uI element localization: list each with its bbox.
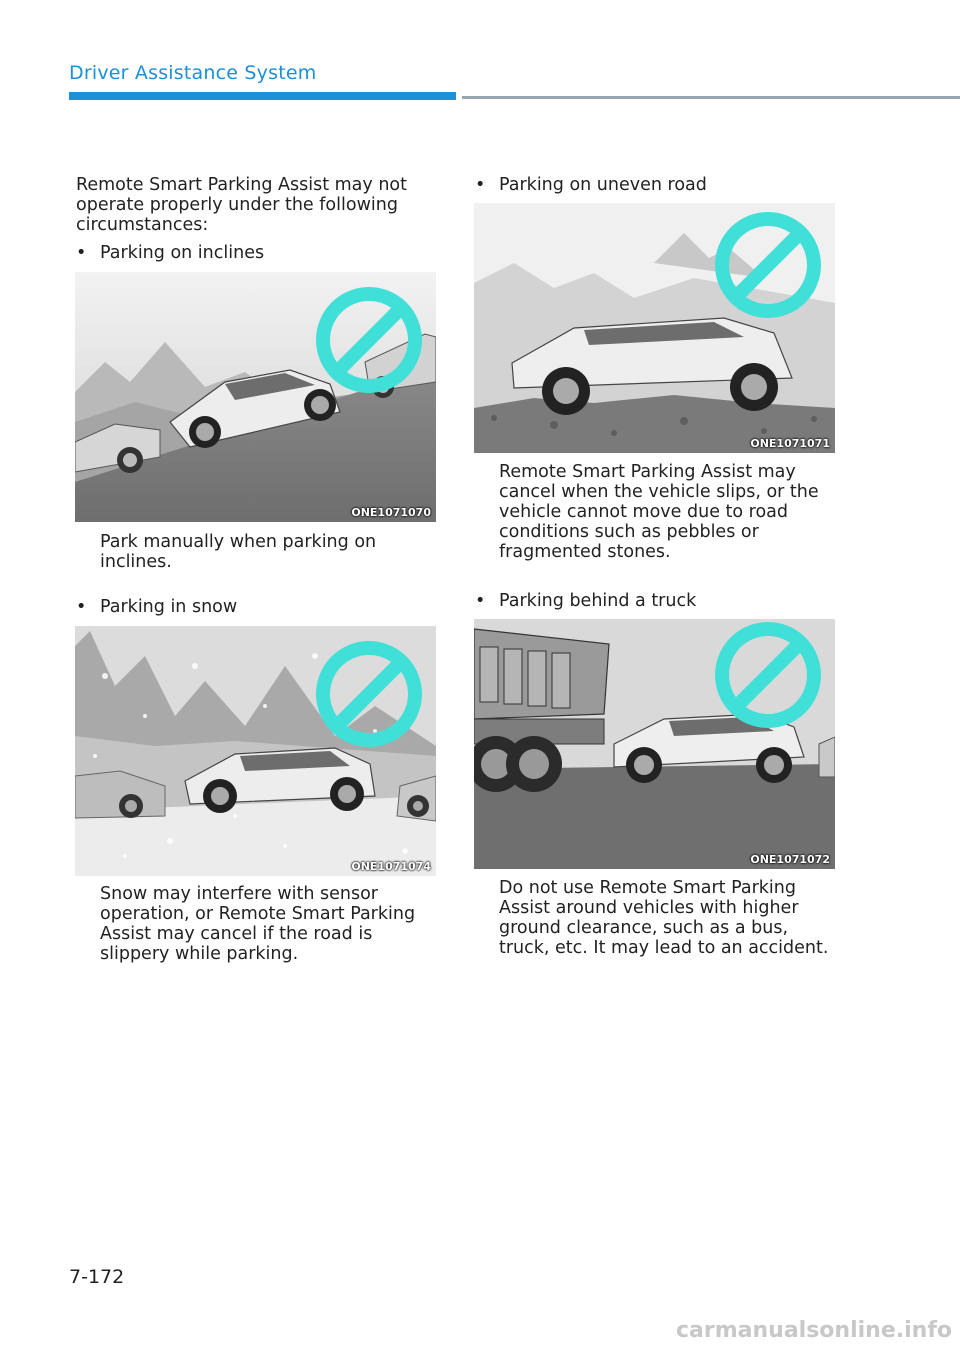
description-snow: Snow may interfere with sensor operation, or Remote Smart Parking Assist may cancel if the road is slippery while parking. [100, 884, 416, 964]
watermark: carmanualsonline.info [676, 1318, 952, 1343]
figure-uneven-road [474, 203, 835, 453]
bullet-item-truck [475, 591, 696, 611]
figure-code: ONE1071070 [351, 506, 431, 519]
bullet-dot: • [475, 591, 486, 611]
bullet-item-snow [76, 597, 237, 617]
bullet-item-inclines [76, 243, 264, 263]
bullet-label: Parking on uneven road [499, 175, 707, 195]
figure-inclines [75, 272, 436, 522]
description-truck: Do not use Remote Smart Parking Assist around vehicles with higher ground clearance, such as a bus, truck, etc. It may lead to an accident. [499, 878, 829, 958]
bullet-dot: • [76, 243, 87, 263]
bullet-dot: • [76, 597, 87, 617]
figure-code: ONE1071072 [750, 853, 830, 866]
bullet-dot: • [475, 175, 486, 195]
figure-code: ONE1071071 [750, 437, 830, 450]
page-number: 7-172 [69, 1266, 125, 1288]
bullet-label: Parking on inclines [100, 243, 265, 263]
header-rule [462, 96, 960, 99]
section-title: Driver Assistance System [69, 62, 317, 84]
intro-text: Remote Smart Parking Assist may not operate properly under the following circumstances: [76, 175, 407, 235]
header-rule-accent [69, 92, 456, 100]
figure-code: ONE1071074 [351, 860, 431, 873]
figure-snow [75, 626, 436, 876]
bullet-item-uneven-road [475, 175, 707, 195]
description-uneven-road: Remote Smart Parking Assist may cancel when the vehicle slips, or the vehicle cannot move due to road conditions such as pebbles or fragmented stones. [499, 462, 819, 562]
bullet-label: Parking in snow [100, 597, 238, 617]
description-inclines: Park manually when parking on inclines. [100, 532, 377, 572]
bullet-label: Parking behind a truck [499, 591, 697, 611]
figure-truck [474, 619, 835, 869]
